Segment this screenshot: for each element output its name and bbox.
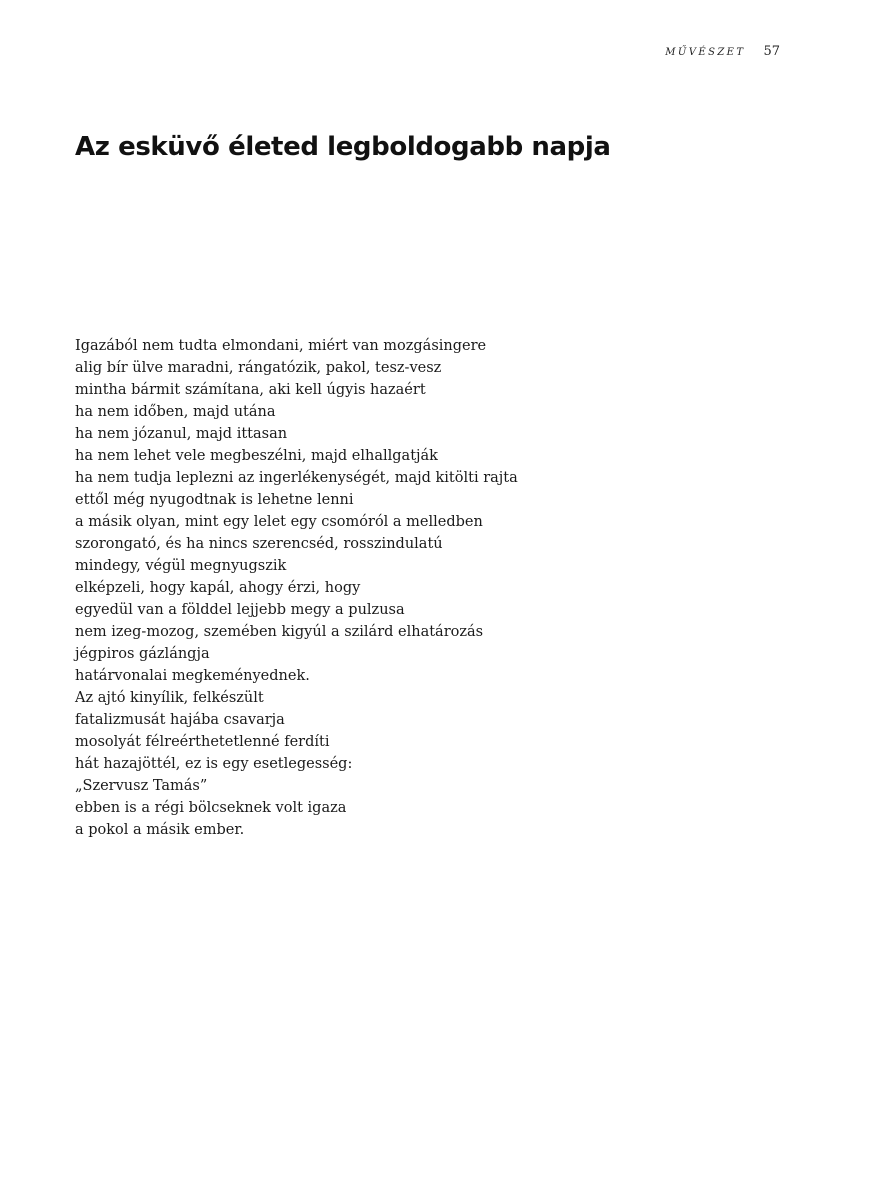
poem-title: Az esküvő életed legboldogabb napja	[75, 132, 611, 162]
poem-line: hát hazajöttél, ez is egy esetlegesség:	[75, 756, 353, 772]
poem-line: ha nem tudja leplezni az ingerlékenységét, majd kitölti rajta	[75, 470, 518, 486]
poem-line: a másik olyan, mint egy lelet egy csomóról a melledben	[75, 514, 483, 530]
poem-line: szorongató, és ha nincs szerencséd, rosszindulatú	[75, 536, 443, 552]
poem-line: fatalizmusát hajába csavarja	[75, 712, 285, 728]
poem-line: Igazából nem tudta elmondani, miért van mozgásingere	[75, 338, 487, 354]
poem-line: elképzeli, hogy kapál, ahogy érzi, hogy	[75, 580, 361, 596]
page-number: 57	[763, 44, 780, 59]
poem-line: határvonalai megkeményednek.	[75, 668, 310, 684]
poem-line: jégpiros gázlángja	[75, 646, 210, 662]
poem-line: Az ajtó kinyílik, felkészült	[75, 690, 264, 706]
poem-line: ettől még nyugodtnak is lehetne lenni	[75, 492, 354, 508]
poem-line: mosolyát félreérthetetlenné ferdíti	[75, 734, 330, 750]
section-name: MŰVÉSZET	[665, 47, 746, 58]
poem-line: ha nem józanul, majd ittasan	[75, 426, 288, 442]
poem-body	[75, 335, 518, 841]
poem-line: a pokol a másik ember.	[75, 822, 245, 838]
poem-line: alig bír ülve maradni, rángatózik, pakol, tesz-vesz	[75, 360, 442, 376]
poem-line: mintha bármit számítana, aki kell úgyis hazaért	[75, 382, 426, 398]
poem-line: egyedül van a földdel lejjebb megy a pulzusa	[75, 602, 405, 618]
poem-line: nem izeg-mozog, szemében kigyúl a szilárd elhatározás	[75, 624, 484, 640]
poem-line: ebben is a régi bölcseknek volt igaza	[75, 800, 347, 816]
poem-line: „Szervusz Tamás”	[75, 778, 208, 794]
poem-line: ha nem lehet vele megbeszélni, majd elhallgatják	[75, 448, 438, 464]
poem-line: ha nem időben, majd utána	[75, 404, 276, 420]
running-header	[665, 44, 780, 59]
poem-line: mindegy, végül megnyugszik	[75, 558, 287, 574]
